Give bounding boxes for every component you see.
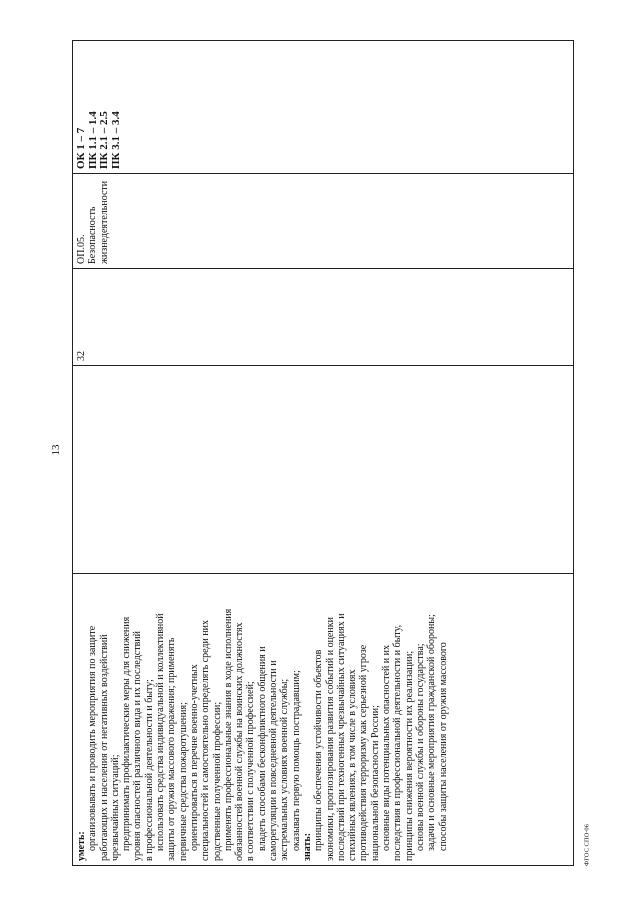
text-line: родственные полученной профессии;	[211, 701, 223, 861]
text-line: экономики, прогнозирования развития событий и оценки	[324, 617, 336, 861]
text-line: основы военной службы и обороны государства;	[414, 643, 426, 861]
text-line: последствия в профессиональной деятельности и быту,	[392, 624, 404, 861]
text-line: принципы снижения вероятности их реализации;	[403, 650, 415, 861]
discipline-name: ОП.05. Безопасность жизнедеятельности	[76, 180, 110, 264]
text-line: работающих и населения от негативных воздействий	[98, 634, 110, 861]
text-line: в профессиональной деятельности и быту;	[143, 679, 155, 861]
empty-cell	[73, 366, 573, 574]
text-line: чрезвычайных ситуаций;	[109, 754, 121, 861]
text-line: применять профессиональные знания в ходе исполнения	[222, 608, 234, 861]
umet-heading: уметь:	[76, 831, 87, 861]
text-line: в соответствии с полученной профессией;	[245, 681, 257, 861]
text-line: основные виды потенциальных опасностей и их	[381, 644, 393, 861]
text-line: экстремальных условиях военной службы;	[279, 678, 291, 861]
competence-ok: ОК 1 – 7	[75, 127, 87, 169]
discipline-cell	[73, 174, 573, 269]
znat-heading: знать:	[301, 832, 313, 861]
umet-list	[87, 578, 302, 861]
footer-code: ФГОС СПО-06	[583, 824, 591, 866]
hours-value: 32	[76, 351, 87, 361]
text-line: обязанностей военной службы на воинских должностях	[234, 622, 246, 861]
text-line: саморегуляции в повседневной деятельности и	[268, 660, 280, 861]
curriculum-table	[72, 40, 574, 866]
hours-cell	[73, 269, 573, 366]
text-line: национальной безопасности России;	[369, 705, 381, 861]
page-number: 13	[50, 444, 62, 456]
text-line: ориентироваться в перечне военно-учетных	[188, 664, 200, 861]
competences-cell	[73, 39, 573, 174]
competence-pk-3: ПК 3.1 – 3.4	[109, 111, 122, 169]
text-line: оказывать первую помощь пострадавшим;	[290, 670, 302, 861]
text-line: владеть способами бесконфликтного общения и	[256, 646, 268, 861]
text-line: стихийных явлениях, в том числе в условиях	[347, 669, 359, 861]
text-line: организовывать и проводить мероприятия по защите	[87, 625, 99, 861]
text-line: защиты от оружия массового поражения; применять	[166, 637, 178, 861]
text-line: первичные средства пожаротушения;	[177, 702, 189, 861]
competence-pk-1: ПК 1.1 – 1.4	[86, 111, 99, 169]
text-line: задачи и основные мероприятия гражданской обороны;	[426, 614, 438, 861]
text-line: противодействия терроризму как серьезной угрозе	[358, 644, 370, 861]
competence-pk-2: ПК 2.1 – 2.5	[98, 111, 110, 169]
curriculum-table-rotated	[72, 40, 574, 866]
text-line: способы защиты населения от оружия массового	[437, 642, 449, 861]
text-line: специальностей и самостоятельно определять среди них	[200, 619, 212, 861]
text-line: принципы обеспечения устойчивости объектов	[313, 649, 325, 861]
text-line: последствий при техногенных чрезвычайных ситуациях и	[335, 613, 347, 861]
znat-list	[313, 578, 449, 861]
text-line: использовать средства индивидуальной и коллективной	[155, 613, 167, 861]
text-line: уровня опасностей различного вида и их последствий	[132, 630, 144, 861]
skills-knowledge-cell	[73, 574, 573, 865]
text-line: предпринимать профилактические меры для снижения	[121, 616, 133, 861]
